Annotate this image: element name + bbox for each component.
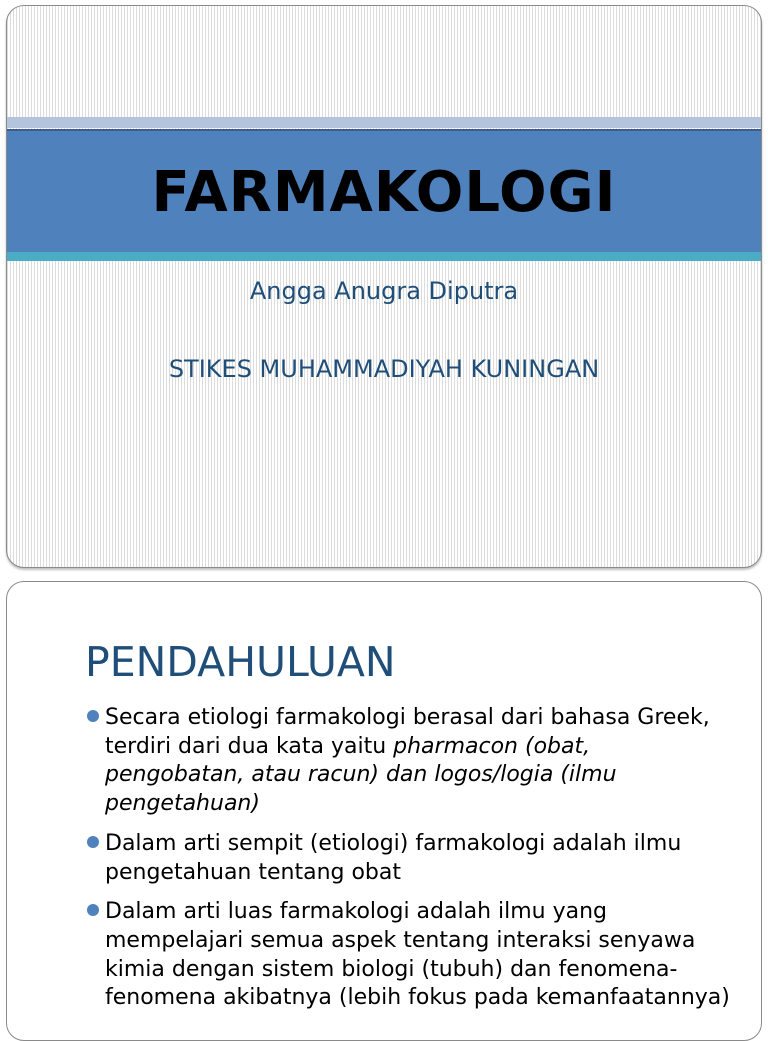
bullet-text-italic: pharmacon (obat, pengobatan, atau racun) dan logos/logia (ilmu pengetahuan) <box>105 733 617 817</box>
title-band-accent-bottom <box>7 252 761 261</box>
bullet-list <box>85 704 735 1024</box>
bullet-text: Secara etiologi farmakologi berasal dari bahasa Greek, terdiri dari dua kata yaitu <box>105 705 710 759</box>
bullet-dot-icon <box>87 904 99 916</box>
title-slide <box>6 5 762 568</box>
title-band <box>7 129 761 252</box>
section-heading: PENDAHULUAN <box>85 638 396 686</box>
bullet-text: Dalam arti luas farmakologi adalah ilmu yang mempelajari semua aspek tentang interaksi senyawa kimia dengan sistem biologi (tubuh) dan fenomena-fenomena akibatnya (lebih fokus pada kemanfaatannya) <box>105 899 730 1011</box>
title-band-accent-top <box>7 117 761 128</box>
slide-title: FARMAKOLOGI <box>151 160 617 225</box>
author-name: Angga Anugra Diputra <box>249 277 519 305</box>
bullet-text: Dalam arti sempit (etiologi) farmakologi adalah ilmu pengetahuan tentang obat <box>105 830 682 885</box>
bullet-dot-icon <box>87 710 99 722</box>
content-slide <box>6 581 762 1041</box>
bullet-item <box>85 898 735 1013</box>
bullet-item <box>85 704 735 819</box>
bullet-item <box>85 830 735 887</box>
title-band-top-line <box>7 129 761 131</box>
institution-name: STIKES MUHAMMADIYAH KUNINGAN <box>168 355 600 383</box>
bullet-dot-icon <box>87 836 99 848</box>
